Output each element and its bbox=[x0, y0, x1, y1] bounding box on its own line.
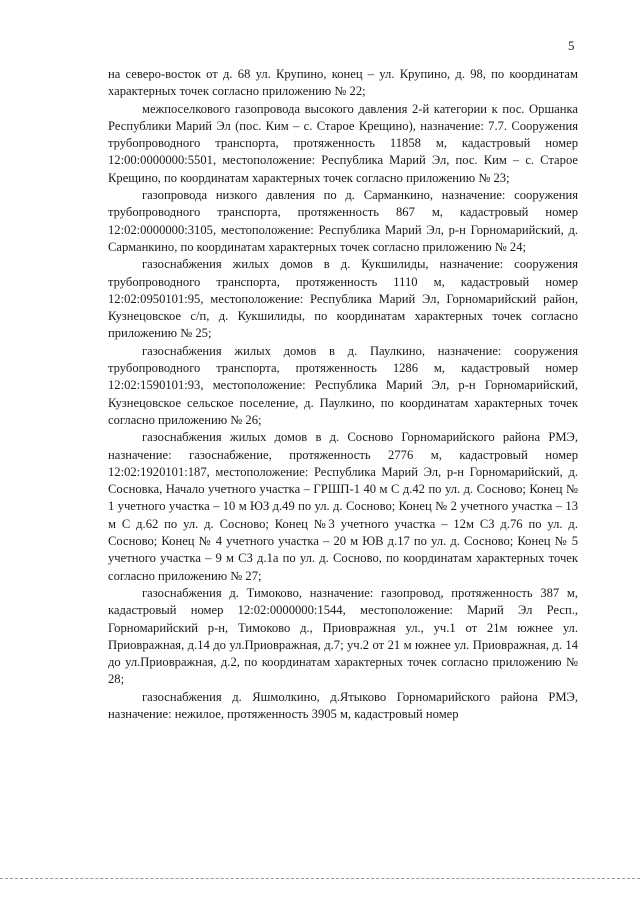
paragraph-3: газопровода низкого давления по д. Сарманкино, назначение: сооружения трубопроводного транспорта, протяженность 867 м, кадастровый номер 12:02:0000000:3105, местоположение: Республика Марий Эл, р-н Горномарийский, д. Сарманкино, по координатам характерных точек согласно приложению № 24; bbox=[108, 188, 578, 254]
document-body bbox=[108, 66, 578, 723]
scan-edge-line bbox=[0, 878, 640, 880]
paragraph-6: газоснабжения жилых домов в д. Сосново Горномарийского района РМЭ, назначение: газоснабжение, протяженность 2776 м, кадастровый номер 12:02:1920101:187, местоположение: Республика Марий Эл, р-н Горномарийский, д. Сосновка, Начало учетного участка – ГРШП-1 40 м С д.42 по ул. д. Сосново; Конец № 1 учетного участка – 10 м ЮЗ д.49 по ул. д. Сосново; Конец № 2 учетного участка – 13 м С д.62 по ул. д. Сосново; Конец №3 учетного участка – 12м СЗ д.76 по ул. д. Сосново; Конец № 4 учетного участка – 20 м ЮВ д.17 по ул. д. Сосново; Конец № 5 учетного участка – 9 м СЗ д.1а по ул. д. Сосново, по координатам характерных точек согласно приложению № 27; bbox=[108, 430, 578, 583]
paragraph-8: газоснабжения д. Яшмолкино, д.Ятыково Горномарийского района РМЭ, назначение: нежилое, протяженность 3905 м, кадастровый номер bbox=[108, 689, 578, 721]
paragraph-2: межпоселкового газопровода высокого давления 2-й категории к пос. Оршанка Республики Марий Эл (пос. Ким – с. Старое Крещино), назначение: 7.7. Сооружения трубопроводного транспорта, протяженность 11858 м, кадастровый номер 12:00:0000000:5501, местоположение: Республика Марий Эл, пос. Ким – с. Старое Крещино, по координатам характерных точек согласно приложению № 23; bbox=[108, 101, 578, 185]
paragraph-4: газоснабжения жилых домов в д. Кукшилиды, назначение: сооружения трубопроводного транспорта, протяженность 1110 м, кадастровый номер 12:02:0950101:95, местоположение: Республика Марий Эл, Горномарийский район, Кузнецовское с/п, д. Кукшилиды, по координатам характерных точек согласно приложению № 25; bbox=[108, 257, 578, 341]
paragraph-1: на северо-восток от д. 68 ул. Крупино, конец – ул. Крупино, д. 98, по координатам характерных точек согласно приложению № 22; bbox=[108, 67, 578, 99]
paragraph-7: газоснабжения д. Тимоково, назначение: газопровод, протяженность 387 м, кадастровый номер 12:02:0000000:1544, местоположение: Марий Эл Респ., Горномарийский р-н, Тимоково д., Приовражная ул., уч.1 от 21м южнее ул. Приовражная, д.14 до ул.Приовражная, д.7; уч.2 от 21 м южнее ул. Приовражная, д. 14 до ул.Приовражная, д.2, по координатам характерных точек согласно приложению № 28; bbox=[108, 585, 578, 687]
paragraph-5: газоснабжения жилых домов в д. Паулкино, назначение: сооружения трубопроводного транспорта, протяженность 1286 м, кадастровый номер 12:02:1590101:93, местоположение: Республика Марий Эл, р-н Горномарийский, Кузнецовское сельское поселение, д. Паулкино, по координатам характерных точек согласно приложению № 26; bbox=[108, 343, 578, 427]
page-number: 5 bbox=[568, 38, 575, 53]
